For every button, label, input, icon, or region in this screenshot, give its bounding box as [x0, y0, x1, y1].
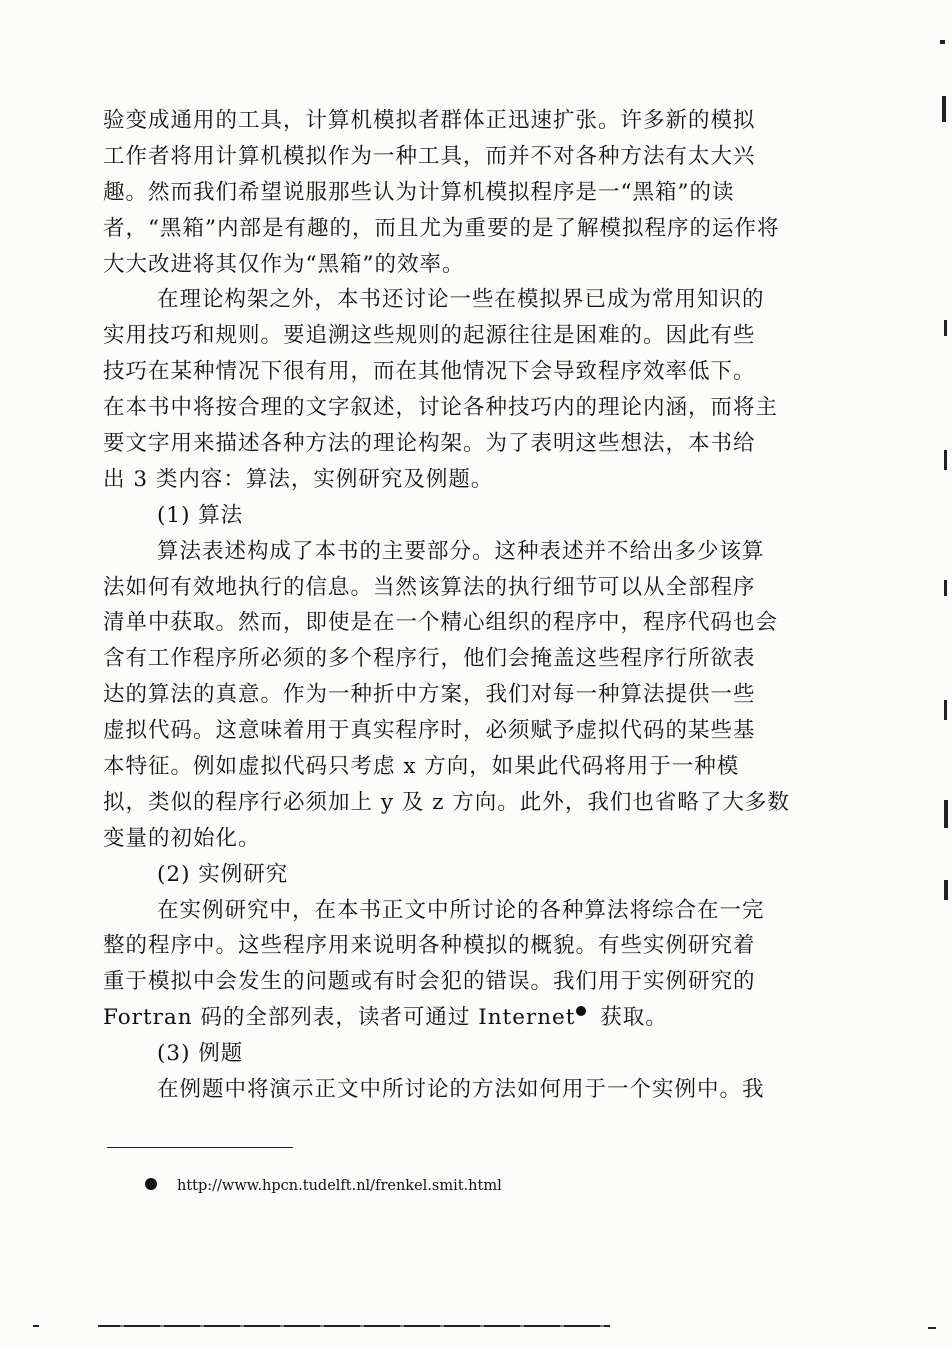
edge-mark-top — [940, 40, 945, 44]
text-line: 趣。然而我们希望说服那些认为计算机模拟程序是一“黑箱”的读 — [103, 179, 735, 205]
text-line-fortran — [103, 1000, 848, 1036]
text-line: 整的程序中。这些程序用来说明各种模拟的概貌。有些实例研究着 — [103, 933, 756, 959]
text-line: 验变成通用的工具，计算机模拟者群体正迅速扩张。许多新的模拟 — [103, 108, 756, 133]
fortran-text-after: 获取。 — [592, 1005, 668, 1031]
text-line: 拟，类似的程序行必须加上 y 及 z 方向。此外，我们也省略了大多数 — [103, 789, 790, 815]
footnote-url: http://www.hpcn.tudelft.nl/frenkel.smit.html — [177, 1178, 502, 1194]
text-line: 重于模拟中会发生的问题或有时会犯的错误。我们用于实例研究的 — [103, 969, 756, 995]
text-line: 出 3 类内容：算法，实例研究及例题。 — [103, 466, 494, 492]
footnote-marker-icon — [576, 1006, 586, 1016]
edge-mark-3 — [944, 450, 947, 470]
body-text — [103, 103, 848, 1108]
edge-mark-bottom-left — [33, 1325, 39, 1327]
edge-mark-2 — [944, 320, 947, 336]
text-line: 者，“黑箱”内部是有趣的，而且尤为重要的是了解模拟程序的运作将 — [103, 215, 780, 241]
text-line: 工作者将用计算机模拟作为一种工具，而并不对各种方法有太大兴 — [103, 143, 756, 169]
text-line: 达的算法的真意。作为一种折中方案，我们对每一种算法提供一些 — [103, 682, 756, 708]
fortran-text-before: Fortran 码的全部列表，读者可通过 Internet — [103, 1005, 576, 1031]
text-line: 清单中获取。然而，即使是在一个精心组织的程序中，程序代码也会 — [103, 610, 779, 636]
text-line: 在例题中将演示正文中所讨论的方法如何用于一个实例中。我 — [157, 1077, 765, 1103]
edge-mark-4 — [944, 580, 947, 596]
text-line: 法如何有效地执行的信息。当然该算法的执行细节可以从全部程序 — [103, 574, 756, 600]
text-line: 在实例研究中，在本书正文中所讨论的各种算法将综合在一完 — [157, 897, 765, 923]
text-line: 要文字用来描述各种方法的理论构架。为了表明这些想法，本书给 — [103, 431, 756, 457]
edge-mark-6 — [944, 800, 948, 828]
edge-mark-7 — [944, 880, 948, 900]
footnote-bullet-icon — [145, 1178, 157, 1190]
text-line: 技巧在某种情况下很有用，而在其他情况下会导致程序效率低下。 — [103, 359, 756, 385]
text-line: 大大改进将其仅作为“黑箱”的效率。 — [103, 251, 465, 277]
footnote — [145, 1176, 502, 1196]
footnote-rule — [107, 1147, 293, 1148]
text-line: 在理论构架之外，本书还讨论一些在模拟界已成为常用知识的 — [157, 287, 765, 313]
text-line: 本特征。例如虚拟代码只考虑 x 方向，如果此代码将用于一种模 — [103, 754, 740, 780]
text-line: (2) 实例研究 — [157, 861, 289, 887]
edge-mark-1 — [942, 96, 946, 122]
text-line: 变量的初始化。 — [103, 825, 261, 851]
edge-mark-bottom-right — [928, 1327, 936, 1329]
text-line: 算法表述构成了本书的主要部分。这种表述并不给出多少该算 — [157, 538, 765, 564]
text-line: 含有工作程序所必须的多个程序行，他们会掩盖这些程序行所欲表 — [103, 646, 756, 672]
text-line: 实用技巧和规则。要追溯这些规则的起源往往是困难的。因此有些 — [103, 323, 756, 349]
text-line: 虚拟代码。这意味着用于真实程序时，必须赋予虚拟代码的某些基 — [103, 718, 756, 744]
bottom-scan-rule — [98, 1325, 610, 1327]
text-line: (3) 例题 — [157, 1041, 244, 1067]
text-line: (1) 算法 — [157, 502, 244, 528]
text-line: 在本书中将按合理的文字叙述，讨论各种技巧内的理论内涵，而将主 — [103, 395, 779, 421]
edge-mark-5 — [944, 700, 947, 720]
